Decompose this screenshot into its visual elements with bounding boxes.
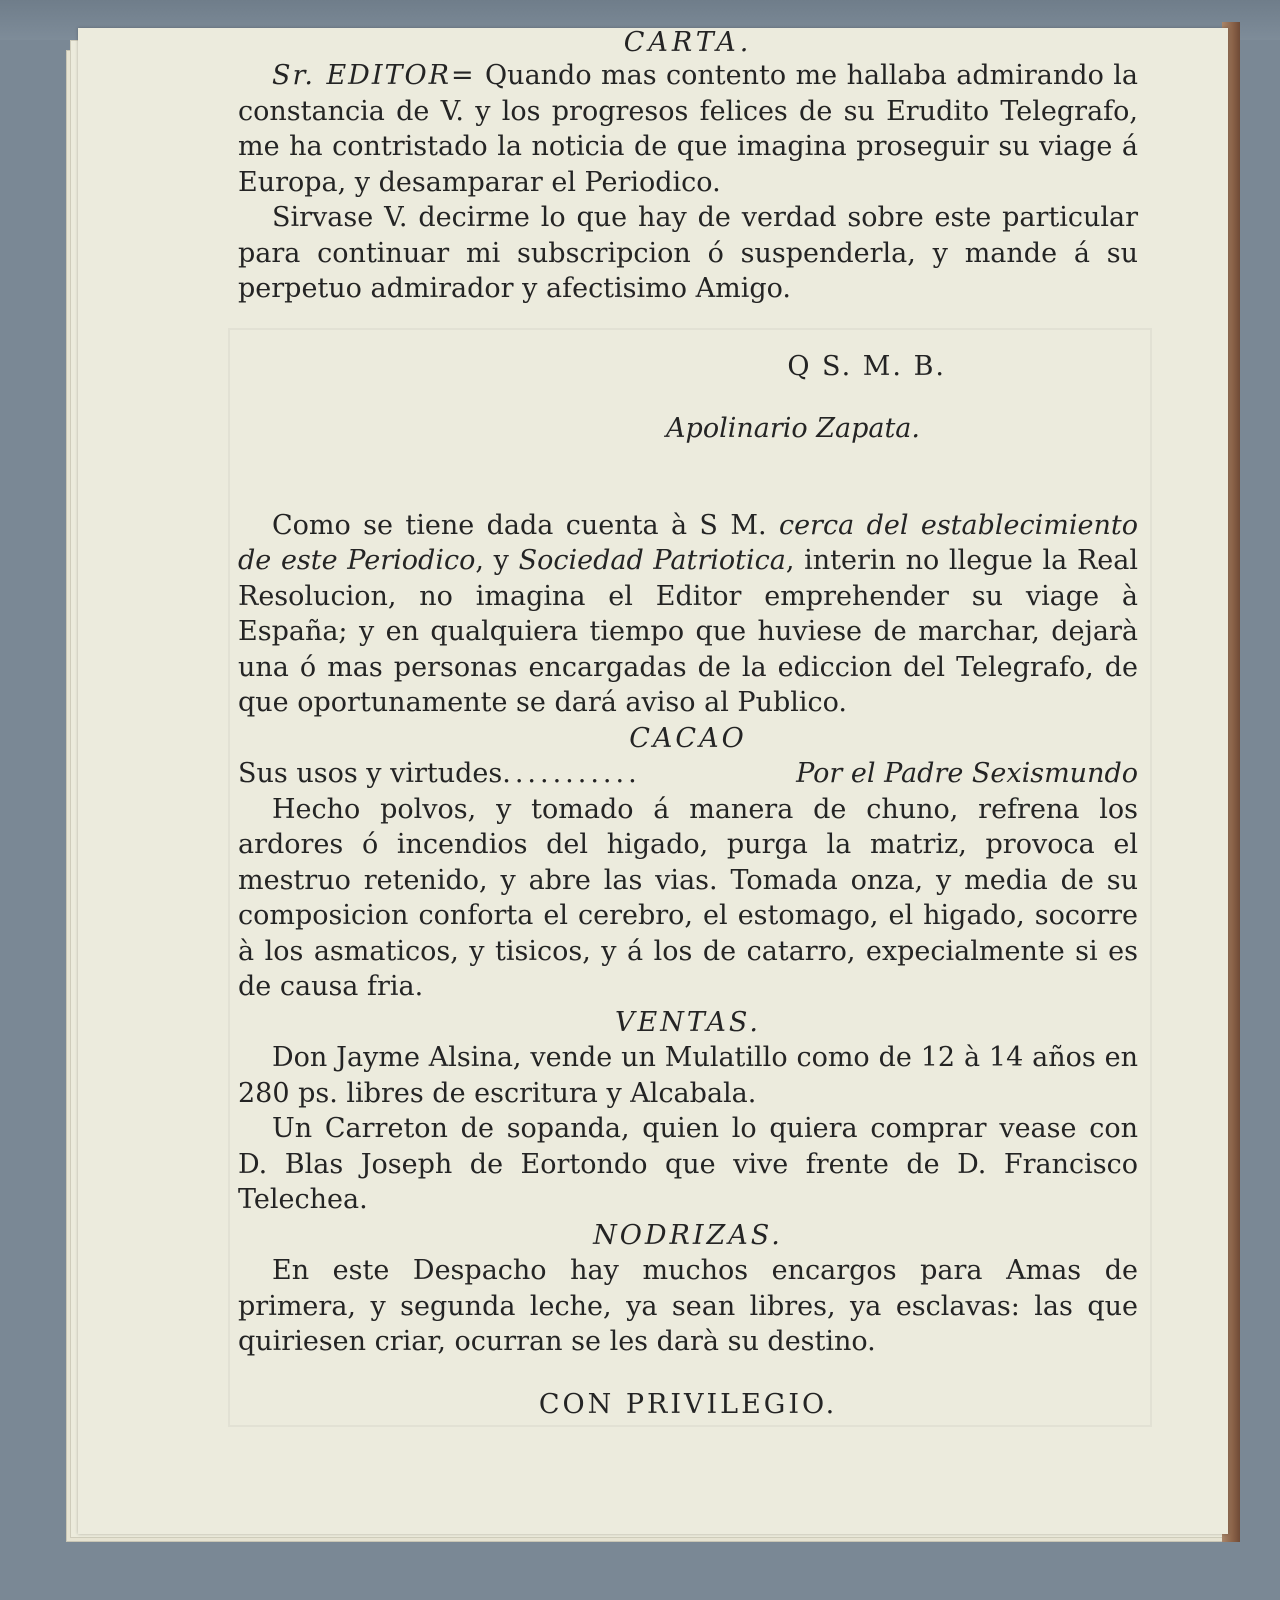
cacao-leader-dots: ........... [502,758,641,789]
page-text [238,28,1138,1449]
cacao-body: Hecho polvos, y tomado á manera de chuno, refrena los ardores ó incendios del higado, purga la matriz, provoca el mestruo retenido, y abre las vias. Tomada onza, y media de su composicion conforta el cerebro, el estomago, el higado, socorre à los asmaticos, y tisicos, y á los de catarro, expecialmente si es de causa fria. [238,793,1138,1002]
respuesta-part-5: , interin no llegue la Real Resolucion, no imagina el Editor emprehender su viage à España; y en qualquiera tiempo que huviese de marchar, dejarà una ó mas personas encargadas de la ediccion del Telegrafo, de que oportunamente se dará aviso al Publico. [238,545,1138,718]
nodrizas-heading: NODRIZAS. [593,1219,783,1251]
respuesta-part-4: Sociedad Patriotica [518,545,786,576]
carta-salutation: Sr. EDITOR= [272,60,476,91]
section-gap [238,474,1138,508]
carta-paragraph-1 [238,58,1138,200]
carta-body-1: Quando mas contento me hallaba admirando la constancia de V. y los progresos felices de su Erudito Telegrafo, me ha contristado la noticia de que imagina proseguir su viage á Europa, y desamparar el Periodico. [238,60,1138,198]
nodrizas-body: En este Despacho hay muchos encargos para Amas de primera, y segunda leche, ya sean libres, ya esclavas: las que quiriesen criar, ocurran se les darà su destino. [238,1255,1138,1357]
carta-signature: Apolinario Zapata. [666,413,920,444]
carta-heading: CARTA. [623,27,753,58]
cacao-subtitle [238,756,641,792]
carta-paragraph-2: Sirvase V. decirme lo que hay de verdad sobre este particular para continuar mi subscripcion ó suspenderla, y mande á su perpetuo admirador y afectisimo Amigo. [238,202,1138,304]
cacao-heading: CACAO [629,722,747,754]
respuesta-paragraph [238,508,1138,721]
respuesta-part-1: Como se tiene dada cuenta à S M. [272,509,767,541]
cacao-subtitle-text: Sus usos y virtudes [238,758,503,789]
footer-privilegio: CON PRIVILEGIO. [538,1388,838,1420]
cacao-subtitle-line [238,756,1138,792]
ventas-heading: VENTAS. [615,1006,761,1038]
cacao-author: Por el Padre Sexismundo [796,758,1138,789]
document-page [78,28,1228,1534]
ventas-item-2: Un Carreton de sopanda, quien lo quiera comprar vease con D. Blas Joseph de Eortondo que vive frente de D. Francisco Telechea. [238,1113,1138,1215]
carta-closing: Q S. M. B. [787,350,946,382]
ventas-item-1: Don Jayme Alsina, vende un Mulatillo como de 12 à 14 años en 280 ps. libres de escritura y Alcabala. [238,1042,1138,1109]
respuesta-part-3: , y [475,545,509,576]
respuesta-part-2: cerca del establecimiento de este Periodico [238,509,1138,576]
